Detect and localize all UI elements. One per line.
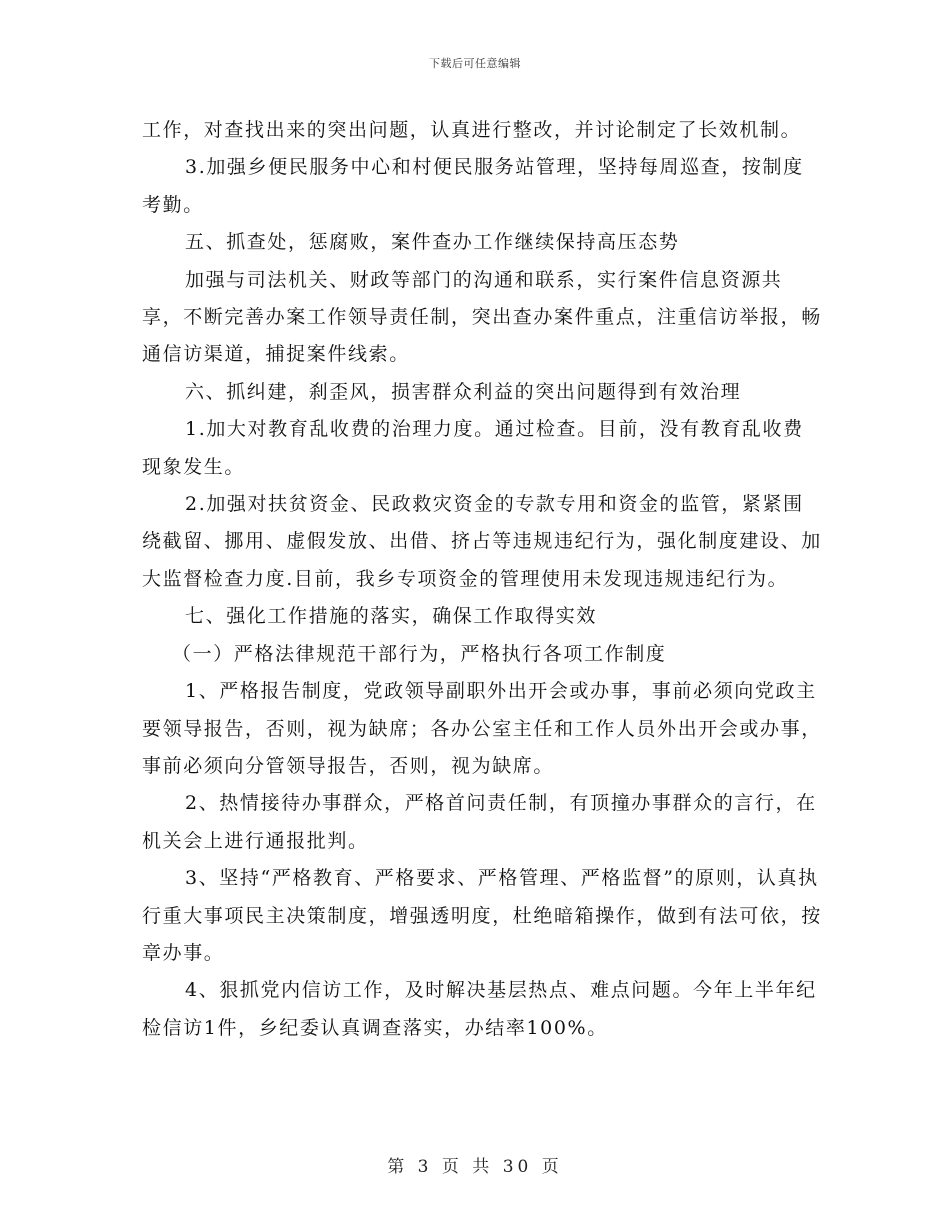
page-footer: 第 3 页 共 30 页 bbox=[387, 1157, 563, 1177]
section-heading: 六、抓纠建，刹歪风，损害群众利益的突出问题得到有效治理 bbox=[185, 380, 742, 403]
paragraph: 加强与司法机关、财政等部门的沟通和联系，实行案件信息资源共享，不断完善办案工作领导责任制，突出查办案件重点，注重信访举报，畅通信访渠道，捕捉案件线索。 bbox=[142, 268, 822, 366]
paragraph: 1.加大对教育乱收费的治理力度。通过检查。目前，没有教育乱收费现象发生。 bbox=[142, 418, 804, 478]
paragraph: 2.加强对扶贫资金、民政救灾资金的专款专用和资金的监管，紧紧围绕截留、挪用、虚假发放、出借、挤占等违规违纪行为，强化制度建设、加大监督检查力度.目前，我乡专项资金的管理使用未发现违规违纪行为。 bbox=[142, 493, 822, 590]
subsection-heading: （一）严格法律规范干部行为，严格执行各项工作制度 bbox=[172, 642, 667, 665]
page-header: 下载后可任意编辑 bbox=[429, 57, 521, 70]
paragraph: 3.加强乡便民服务中心和村便民服务站管理，坚持每周巡查，按制度考勤。 bbox=[142, 156, 804, 216]
section-heading: 七、强化工作措施的落实，确保工作取得实效 bbox=[185, 605, 598, 628]
paragraph: 2、热情接待办事群众，严格首问责任制，有顶撞办事群众的言行，在机关会上进行通报批判。 bbox=[142, 792, 817, 852]
section-heading: 五、抓查处，惩腐败，案件查办工作继续保持高压态势 bbox=[185, 231, 680, 254]
paragraph: 4、狠抓党内信访工作，及时解决基层热点、难点问题。今年上半年纪检信访1件，乡纪委认真调查落实，办结率100%。 bbox=[142, 979, 817, 1039]
paragraph: 工作，对查找出来的突出问题，认真进行整改，并讨论制定了长效机制。 bbox=[142, 119, 802, 141]
document-body bbox=[142, 112, 822, 1047]
paragraph: 1、严格报告制度，党政领导副职外出开会或办事，事前必须向党政主要领导报告，否则，视为缺席；各办公室主任和工作人员外出开会或办事，事前必须向分管领导报告，否则，视为缺席。 bbox=[142, 680, 822, 777]
paragraph: 3、坚持“严格教育、严格要求、严格管理、严格监督”的原则，认真执行重大事项民主决策制度，增强透明度，杜绝暗箱操作，做到有法可依，按章办事。 bbox=[142, 867, 822, 964]
